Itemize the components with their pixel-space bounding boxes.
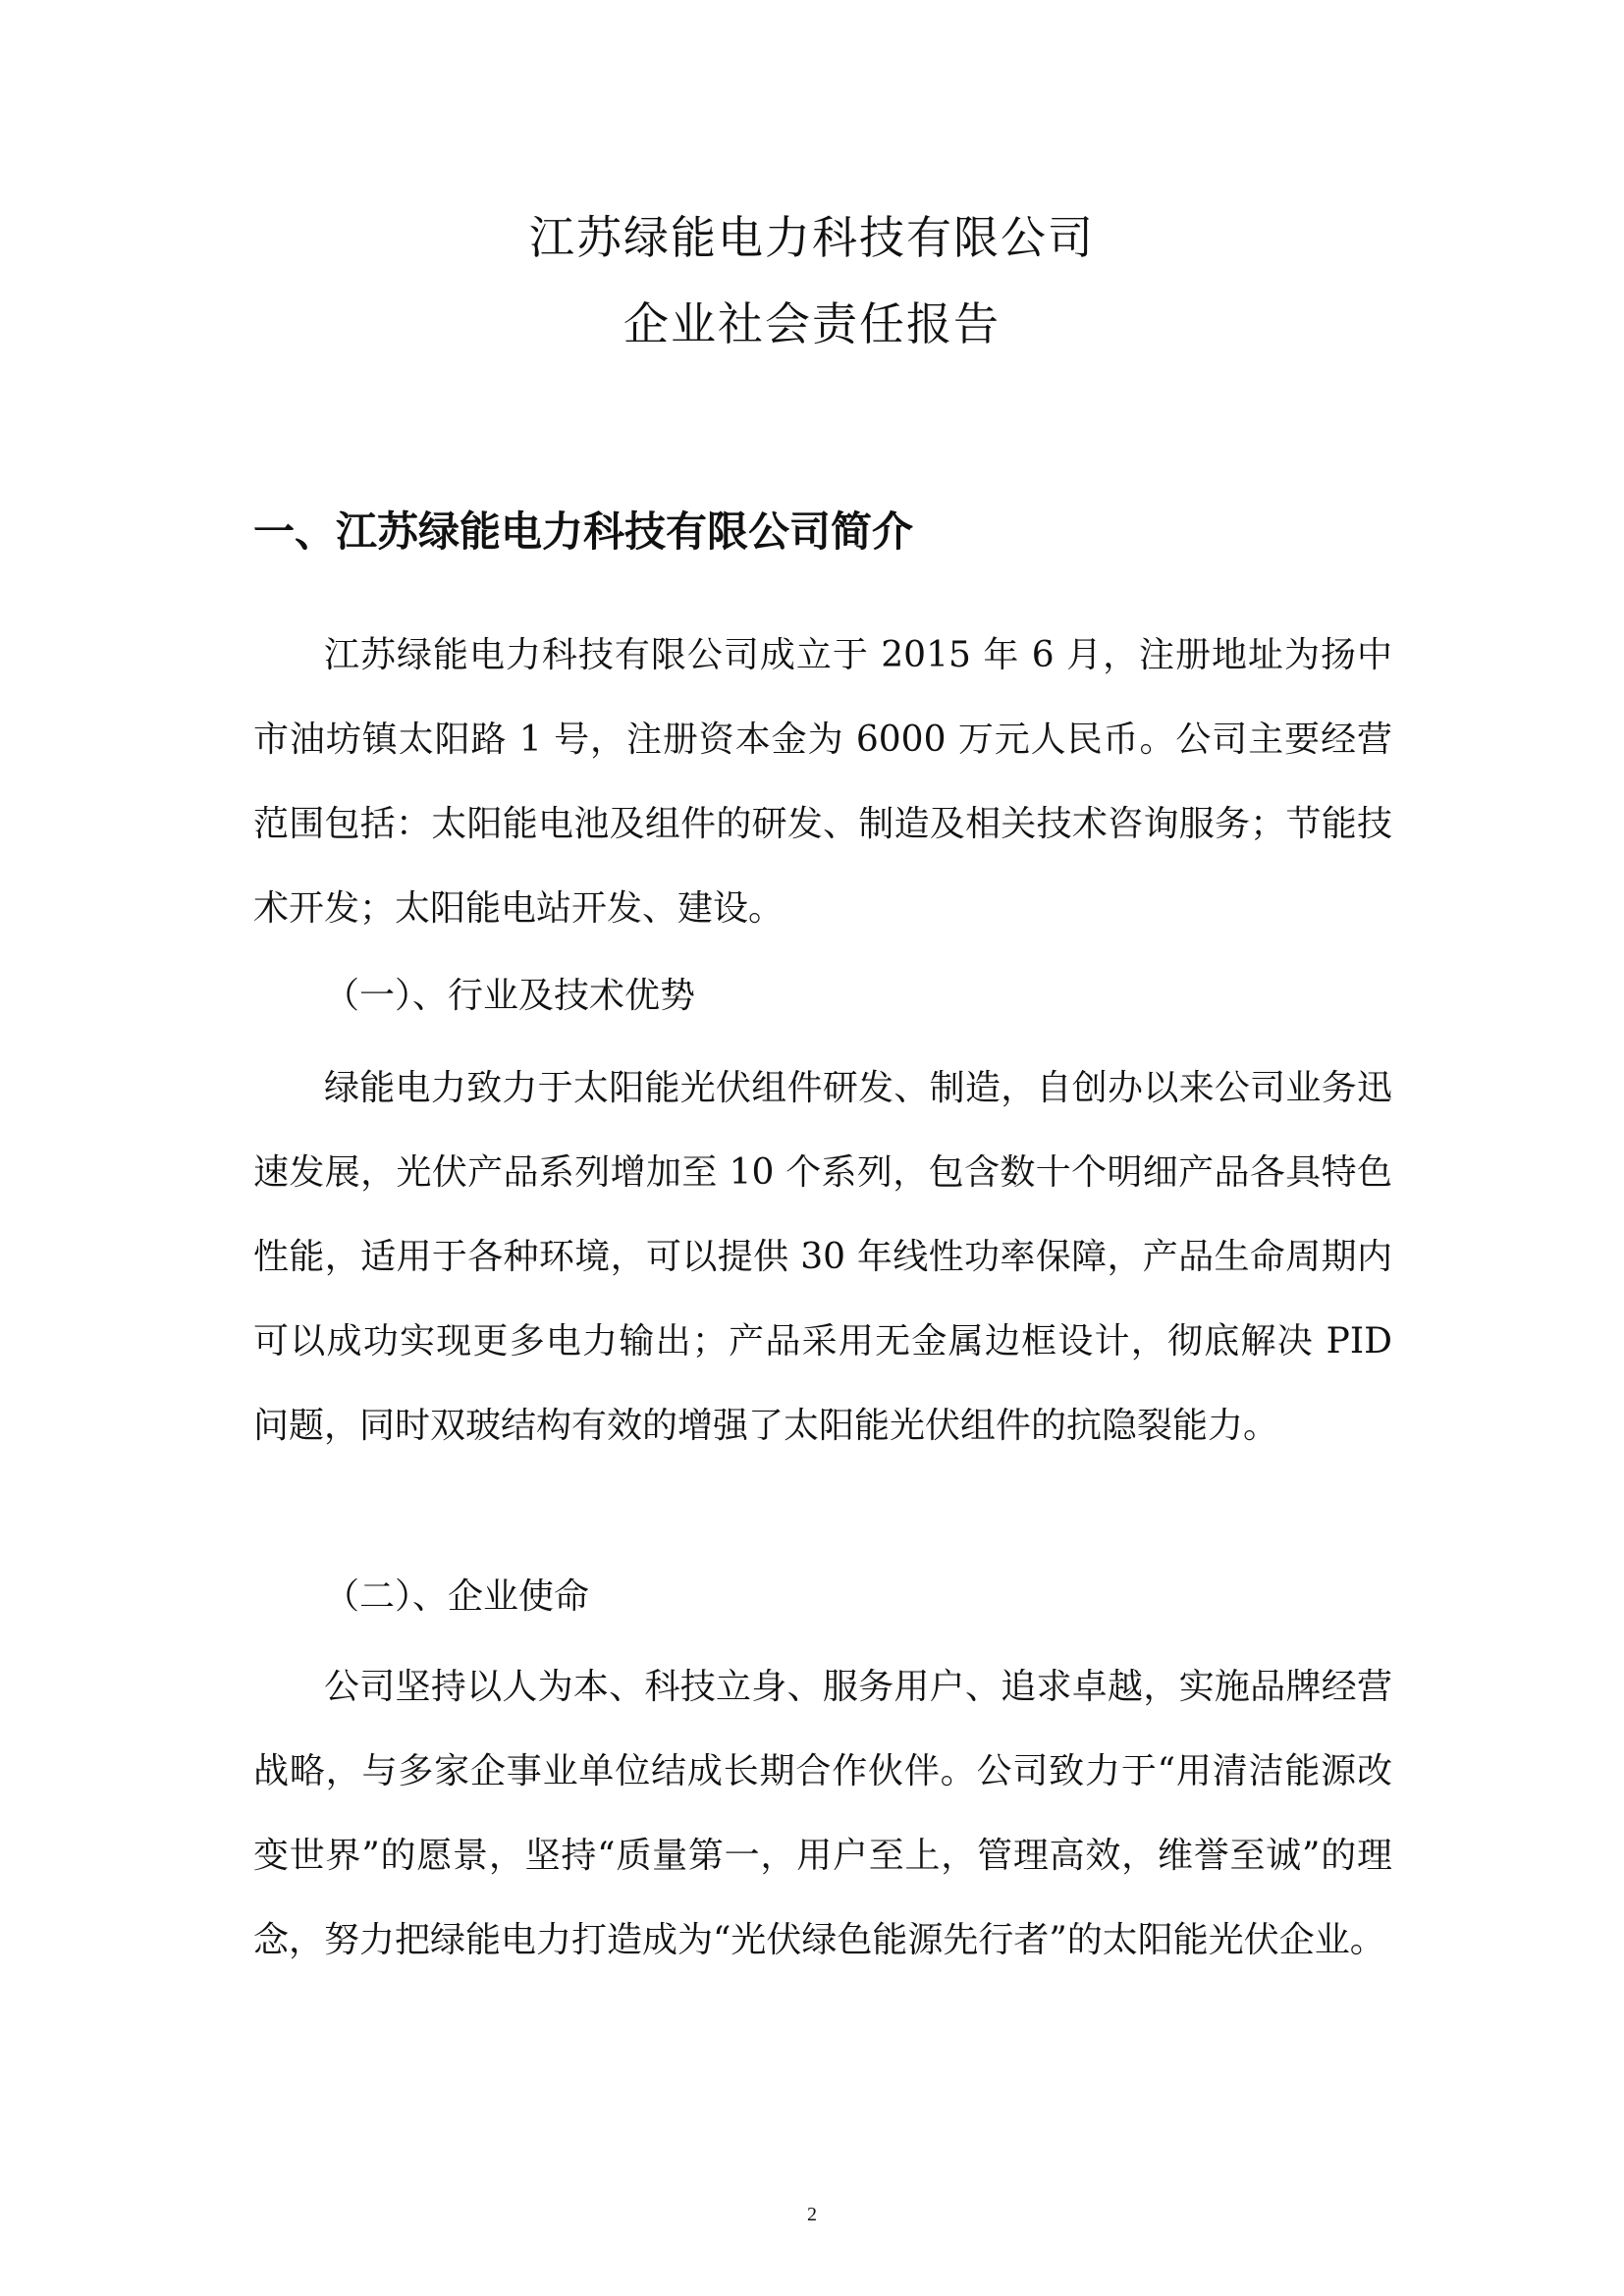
subsection-heading-industry: （一）、行业及技术优势 <box>324 976 696 1016</box>
mission-paragraph: 公司坚持以人为本、科技立身、服务用户、追求卓越，实施品牌经营战略，与多家企事业单位结成长期合作伙伴。公司致力于“用清洁能源改变世界”的愿景，坚持“质量第一，用户至上，管理高效，维誉至诚”的理念，努力把绿能电力打造成为“光伏绿色能源先行者”的太阳能光伏企业。 <box>253 1667 1392 1960</box>
subsection-heading-mission: （二）、企业使命 <box>324 1576 590 1617</box>
document-subtitle: 企业社会责任报告 <box>623 297 1001 350</box>
intro-paragraph: 江苏绿能电力科技有限公司成立于 2015 年 6 月，注册地址为扬中市油坊镇太阳路 1 号，注册资本金为 6000 万元人民币。公司主要经营范围包括：太阳能电池及组件的研发、制造及相关技术咨询服务；节能技术开发；太阳能电站开发、建设。 <box>253 635 1392 929</box>
document-title: 江苏绿能电力科技有限公司 <box>529 211 1095 264</box>
industry-paragraph: 绿能电力致力于太阳能光伏组件研发、制造，自创办以来公司业务迅速发展，光伏产品系列增加至 10 个系列，包含数十个明细产品各具特色性能，适用于各种环境，可以提供 30 年线性功率保障，产品生命周期内可以成功实现更多电力输出；产品采用无金属边框设计，彻底解决 PID 问题，同时双玻结构有效的增强了太阳能光伏组件的抗隐裂能力。 <box>253 1068 1392 1446</box>
section-heading: 一、江苏绿能电力科技有限公司简介 <box>253 507 914 556</box>
page-number: 2 <box>807 2204 817 2225</box>
